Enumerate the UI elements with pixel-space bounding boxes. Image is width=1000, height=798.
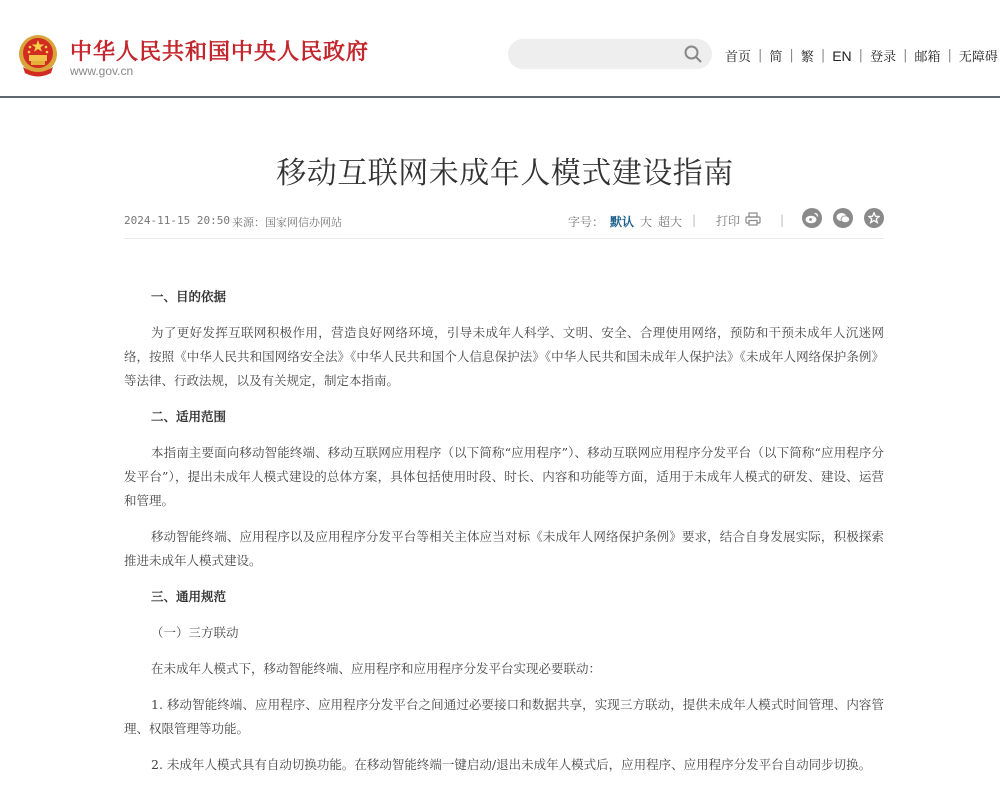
font-size-extra-large[interactable]: 超大 <box>658 215 683 229</box>
site-name[interactable]: 中华人民共和国中央人民政府 <box>70 40 370 65</box>
nav-separator: | <box>947 48 952 63</box>
nav-english[interactable]: EN <box>832 47 852 64</box>
font-size-default[interactable]: 默认 <box>610 215 635 229</box>
article-source: 来源：国家网信办网站 <box>232 216 342 229</box>
article-body <box>124 285 884 789</box>
paragraph: 1. 移动智能终端、应用程序、应用程序分发平台之间通过必要接口和数据共享，实现三方联动，提供未成年人模式时间管理、内容管理、权限管理等功能。 <box>124 697 884 736</box>
paragraph: 在未成年人模式下，移动智能终端、应用程序和应用程序分发平台实现必要联动： <box>151 661 602 676</box>
meta-separator: | <box>692 213 697 227</box>
font-size-label: 字号： <box>568 215 605 229</box>
print-button[interactable] <box>716 212 761 229</box>
subsection-heading: （一）三方联动 <box>151 625 239 640</box>
printer-icon <box>745 212 761 229</box>
site-header <box>0 0 1000 98</box>
section-heading: 三、通用规范 <box>151 589 227 604</box>
nav-separator: | <box>758 48 763 63</box>
paragraph: 本指南主要面向移动智能终端、移动互联网应用程序（以下简称“应用程序”）、移动互联网应用程序分发平台（以下简称“应用程序分发平台”），提出未成年人模式建设的总体方案，具体包括使用时段、时长、内容和功能等方面，适用于未成年人模式的研发、建设、运营和管理。 <box>124 445 884 508</box>
top-nav <box>725 46 998 65</box>
search-box <box>508 39 712 69</box>
nav-login[interactable]: 登录 <box>870 50 897 65</box>
nav-traditional[interactable]: 繁 <box>800 50 814 65</box>
national-emblem-icon[interactable] <box>17 33 59 79</box>
site-url: www.gov.cn <box>70 64 134 78</box>
nav-separator: | <box>820 48 826 63</box>
weibo-icon[interactable] <box>802 208 822 228</box>
nav-separator: | <box>903 48 908 63</box>
search-icon[interactable] <box>684 45 702 63</box>
favorite-icon[interactable] <box>864 208 884 228</box>
share-icons <box>802 208 884 228</box>
font-size-large[interactable]: 大 <box>640 215 653 229</box>
nav-separator: | <box>789 48 794 63</box>
wechat-icon[interactable] <box>833 208 853 228</box>
article-title: 移动互联网未成年人模式建设指南 <box>276 156 734 191</box>
paragraph: 移动智能终端、应用程序以及应用程序分发平台等相关主体应当对标《未成年人网络保护条例》要求，结合自身发展实际，积极探索推进未成年人模式建设。 <box>124 529 884 568</box>
nav-home[interactable]: 首页 <box>725 50 752 65</box>
publish-date: 2024-11-15 20:50 <box>124 214 230 227</box>
search-input[interactable] <box>522 39 682 69</box>
paragraph: 2. 未成年人模式具有自动切换功能。在移动智能终端一键启动/退出未成年人模式后，应用程序、应用程序分发平台自动同步切换。 <box>151 757 872 772</box>
nav-simplified[interactable]: 简 <box>769 50 783 65</box>
paragraph: 为了更好发挥互联网积极作用，营造良好网络环境，引导未成年人科学、文明、安全、合理使用网络，预防和干预未成年人沉迷网络，按照《中华人民共和国网络安全法》《中华人民共和国个人信息保护法》《中华人民共和国未成年人保护法》《未成年人网络保护条例》等法律、行政法规，以及有关规定，制定本指南。 <box>124 325 884 388</box>
article-meta-bar <box>124 207 884 239</box>
print-label: 打印 <box>716 214 741 228</box>
nav-accessibility[interactable]: 无障碍 <box>958 50 998 65</box>
meta-separator: | <box>780 213 785 227</box>
nav-mailbox[interactable]: 邮箱 <box>914 50 941 65</box>
section-heading: 二、适用范围 <box>151 409 227 424</box>
nav-separator: | <box>858 48 864 63</box>
section-heading: 一、目的依据 <box>151 289 227 304</box>
font-size-control <box>568 213 682 230</box>
